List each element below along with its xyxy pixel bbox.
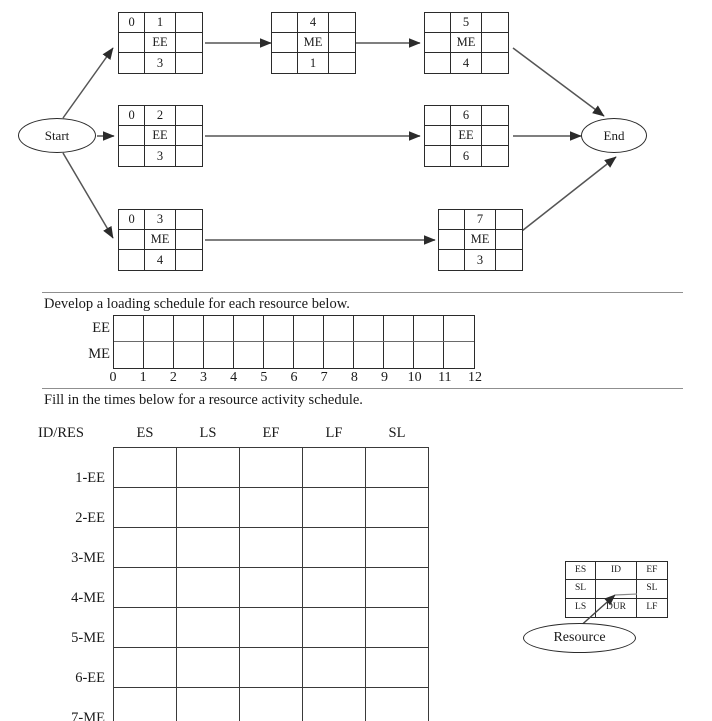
- schedule-cell-5-me-ef[interactable]: [240, 608, 303, 648]
- schedule-cell-1-ee-es[interactable]: [114, 448, 177, 488]
- node-7-sl-right: [496, 230, 522, 250]
- legend-cell-ls: LS: [566, 599, 596, 617]
- legend-cell-ef: EF: [637, 562, 667, 580]
- node-4-ls: [272, 53, 298, 73]
- node-3-ef: [176, 210, 202, 230]
- loading-cell-ee-7[interactable]: [324, 316, 354, 341]
- table-row: [36, 568, 429, 608]
- node-4-dur: 1: [298, 53, 328, 73]
- loading-cell-ee-9[interactable]: [384, 316, 414, 341]
- schedule-cell-5-me-lf[interactable]: [303, 608, 366, 648]
- loading-row-label-ee: EE: [92, 320, 110, 336]
- loading-cell-ee-6[interactable]: [294, 316, 324, 341]
- loading-cell-me-0[interactable]: [114, 342, 144, 368]
- schedule-cell-4-me-es[interactable]: [114, 568, 177, 608]
- section-divider-middle: [42, 388, 683, 389]
- legend-cell-sl-left: SL: [566, 580, 596, 598]
- axis-tick-1: 1: [139, 370, 147, 385]
- schedule-header-ef: EF: [262, 425, 280, 441]
- end-node-label: End: [603, 127, 625, 143]
- axis-tick-7: 7: [320, 370, 328, 385]
- node-3-dur: 4: [145, 250, 175, 270]
- node-4-lf: [329, 53, 355, 73]
- loading-cell-ee-3[interactable]: [204, 316, 234, 341]
- schedule-row-label-1-ee: 1-EE: [75, 469, 105, 486]
- loading-cell-ee-10[interactable]: [414, 316, 444, 341]
- loading-cell-me-6[interactable]: [294, 342, 324, 368]
- schedule-header-idres: ID/RES: [38, 425, 84, 442]
- node-2-sl-right: [176, 126, 202, 146]
- axis-tick-9: 9: [381, 370, 388, 385]
- schedule-row-label-4-me: 4-ME: [71, 589, 105, 606]
- schedule-cell-1-ee-sl[interactable]: [366, 448, 429, 488]
- schedule-cell-7-me-ls[interactable]: [177, 688, 240, 721]
- start-node: [18, 118, 96, 153]
- schedule-cell-1-ee-ls[interactable]: [177, 448, 240, 488]
- axis-tick-3: 3: [200, 370, 207, 385]
- node-4-id: 4: [298, 13, 328, 33]
- node-7-sl-left: [439, 230, 465, 250]
- schedule-row-label-2-ee: 2-EE: [75, 509, 105, 526]
- node-1-ls: [119, 53, 145, 73]
- axis-tick-0: 0: [109, 370, 117, 385]
- node-7-ef: [496, 210, 522, 230]
- section-divider-top: [42, 292, 683, 293]
- schedule-cell-1-ee-ef[interactable]: [240, 448, 303, 488]
- activity-node-7: [438, 209, 523, 271]
- schedule-cell-2-ee-lf[interactable]: [303, 488, 366, 528]
- node-3-ls: [119, 250, 145, 270]
- loading-cell-ee-4[interactable]: [234, 316, 264, 341]
- schedule-cell-1-ee-lf[interactable]: [303, 448, 366, 488]
- loading-schedule-prompt: Develop a loading schedule for each resource below.: [44, 296, 350, 312]
- node-2-sl-left: [119, 126, 145, 146]
- loading-cell-me-1[interactable]: [144, 342, 174, 368]
- axis-tick-2: 2: [169, 370, 177, 385]
- node-7-id: 7: [465, 210, 495, 230]
- loading-cell-ee-1[interactable]: [144, 316, 174, 341]
- loading-cell-ee-0[interactable]: [114, 316, 144, 341]
- axis-tick-6: 6: [290, 370, 298, 385]
- legend-cell-es: ES: [566, 562, 596, 580]
- node-5-ls: [425, 53, 451, 73]
- activity-node-1: [118, 12, 203, 74]
- schedule-cell-6-ee-ls[interactable]: [177, 648, 240, 688]
- schedule-cell-3-me-ef[interactable]: [240, 528, 303, 568]
- node-7-lf: [496, 250, 522, 270]
- loading-cell-ee-2[interactable]: [174, 316, 204, 341]
- node-6-ef: [482, 106, 508, 126]
- axis-tick-10: 10: [407, 370, 422, 385]
- schedule-header-row: [36, 425, 429, 448]
- node-2-es: 0: [119, 106, 145, 126]
- node-2-ef: [176, 106, 202, 126]
- node-7-dur: 3: [465, 250, 495, 270]
- node-5-sl-right: [482, 33, 508, 53]
- node-1-dur: 3: [145, 53, 175, 73]
- node-6-sl-right: [482, 126, 508, 146]
- loading-schedule-grid[interactable]: [113, 315, 475, 369]
- loading-cell-me-5[interactable]: [264, 342, 294, 368]
- schedule-cell-7-me-sl[interactable]: [366, 688, 429, 721]
- schedule-cell-4-me-ef[interactable]: [240, 568, 303, 608]
- table-row: [36, 448, 429, 488]
- node-1-es: 0: [119, 13, 145, 33]
- node-6-id: 6: [451, 106, 481, 126]
- node-1-sl-right: [176, 33, 202, 53]
- node-3-id: 3: [145, 210, 175, 230]
- schedule-cell-5-me-ls[interactable]: [177, 608, 240, 648]
- schedule-cell-3-me-es[interactable]: [114, 528, 177, 568]
- loading-cell-me-10[interactable]: [414, 342, 444, 368]
- node-5-sl-left: [425, 33, 451, 53]
- schedule-row-label-5-me: 5-ME: [71, 629, 105, 646]
- node-3-lf: [176, 250, 202, 270]
- loading-row-ee[interactable]: [114, 316, 474, 342]
- schedule-cell-2-ee-sl[interactable]: [366, 488, 429, 528]
- axis-tick-11: 11: [438, 370, 452, 385]
- node-2-ls: [119, 146, 145, 166]
- node-6-ls: [425, 146, 451, 166]
- table-row: [36, 488, 429, 528]
- node-5-resource: ME: [451, 33, 481, 53]
- loading-cell-me-2[interactable]: [174, 342, 204, 368]
- node-1-lf: [176, 53, 202, 73]
- node-2-dur: 3: [145, 146, 175, 166]
- node-4-ef: [329, 13, 355, 33]
- loading-cell-me-3[interactable]: [204, 342, 234, 368]
- schedule-cell-2-ee-ef[interactable]: [240, 488, 303, 528]
- node-7-resource: ME: [465, 230, 495, 250]
- legend-cell-sl-right: SL: [637, 580, 667, 598]
- schedule-cell-3-me-ls[interactable]: [177, 528, 240, 568]
- loading-cell-me-8[interactable]: [354, 342, 384, 368]
- loading-cell-me-9[interactable]: [384, 342, 414, 368]
- loading-cell-me-11[interactable]: [444, 342, 474, 368]
- loading-cell-me-4[interactable]: [234, 342, 264, 368]
- schedule-cell-3-me-sl[interactable]: [366, 528, 429, 568]
- schedule-cell-5-me-es[interactable]: [114, 608, 177, 648]
- schedule-row-label-3-me: 3-ME: [71, 549, 105, 566]
- node-7-es: [439, 210, 465, 230]
- schedule-row-label-6-ee: 6-EE: [75, 669, 105, 686]
- loading-cell-me-7[interactable]: [324, 342, 354, 368]
- legend-resource-callout: [523, 623, 636, 653]
- activity-node-5: [424, 12, 509, 74]
- axis-tick-4: 4: [230, 370, 238, 385]
- node-3-es: 0: [119, 210, 145, 230]
- table-row: [36, 688, 429, 721]
- schedule-header-sl: SL: [388, 425, 406, 441]
- loading-cell-ee-8[interactable]: [354, 316, 384, 341]
- schedule-cell-7-me-lf[interactable]: [303, 688, 366, 721]
- loading-cell-ee-5[interactable]: [264, 316, 294, 341]
- table-row: [36, 608, 429, 648]
- axis-tick-8: 8: [350, 370, 358, 385]
- loading-row-label-me: ME: [88, 346, 110, 362]
- schedule-cell-6-ee-ef[interactable]: [240, 648, 303, 688]
- legend-cell-lf: LF: [646, 602, 658, 613]
- schedule-cell-6-ee-lf[interactable]: [303, 648, 366, 688]
- table-row: [36, 528, 429, 568]
- table-row: [36, 648, 429, 688]
- node-1-sl-left: [119, 33, 145, 53]
- node-5-id: 5: [451, 13, 481, 33]
- schedule-cell-6-ee-sl[interactable]: [366, 648, 429, 688]
- activity-node-6: [424, 105, 509, 167]
- loading-row-me[interactable]: [114, 342, 474, 368]
- axis-tick-12: 12: [468, 370, 482, 385]
- node-4-resource: ME: [298, 33, 328, 53]
- schedule-cell-4-me-ls[interactable]: [177, 568, 240, 608]
- node-2-resource: EE: [145, 126, 175, 146]
- schedule-cell-5-me-sl[interactable]: [366, 608, 429, 648]
- schedule-cell-7-me-es[interactable]: [114, 688, 177, 721]
- node-5-lf: [482, 53, 508, 73]
- schedule-cell-7-me-ef[interactable]: [240, 688, 303, 721]
- node-6-resource: EE: [451, 126, 481, 146]
- start-node-label: Start: [44, 127, 70, 143]
- schedule-row-label-7-me: 7-ME: [71, 709, 105, 721]
- schedule-cell-2-ee-es[interactable]: [114, 488, 177, 528]
- node-5-ef: [482, 13, 508, 33]
- node-1-id: 1: [145, 13, 175, 33]
- node-4-sl-right: [329, 33, 355, 53]
- schedule-cell-6-ee-es[interactable]: [114, 648, 177, 688]
- schedule-cell-2-ee-ls[interactable]: [177, 488, 240, 528]
- node-5-dur: 4: [451, 53, 481, 73]
- legend-cell-id: ID: [596, 562, 637, 580]
- node-6-es: [425, 106, 451, 126]
- node-1-ef: [176, 13, 202, 33]
- activity-schedule-prompt: Fill in the times below for a resource activity schedule.: [44, 392, 363, 408]
- activity-node-3: [118, 209, 203, 271]
- node-5-es: [425, 13, 451, 33]
- schedule-header-es: ES: [136, 425, 154, 441]
- node-7-ls: [439, 250, 465, 270]
- axis-tick-5: 5: [260, 370, 268, 385]
- node-2-id: 2: [145, 106, 175, 126]
- node-6-dur: 6: [451, 146, 481, 166]
- node-1-resource: EE: [145, 33, 175, 53]
- schedule-cell-3-me-lf[interactable]: [303, 528, 366, 568]
- schedule-header-ls: LS: [199, 425, 217, 441]
- schedule-cell-4-me-sl[interactable]: [366, 568, 429, 608]
- schedule-cell-4-me-lf[interactable]: [303, 568, 366, 608]
- node-3-resource: ME: [145, 230, 175, 250]
- activity-node-2: [118, 105, 203, 167]
- loading-cell-ee-11[interactable]: [444, 316, 474, 341]
- resource-activity-schedule-table[interactable]: [36, 425, 429, 721]
- legend-cell-dur: DUR: [596, 599, 637, 617]
- node-6-lf: [482, 146, 508, 166]
- node-3-sl-right: [176, 230, 202, 250]
- node-4-es: [272, 13, 298, 33]
- node-6-sl-left: [425, 126, 451, 146]
- end-node: [581, 118, 647, 153]
- activity-node-4: [271, 12, 356, 74]
- node-3-sl-left: [119, 230, 145, 250]
- schedule-header-lf: LF: [325, 425, 343, 441]
- legend-resource-label: Resource: [553, 630, 606, 645]
- node-4-sl-left: [272, 33, 298, 53]
- node-2-lf: [176, 146, 202, 166]
